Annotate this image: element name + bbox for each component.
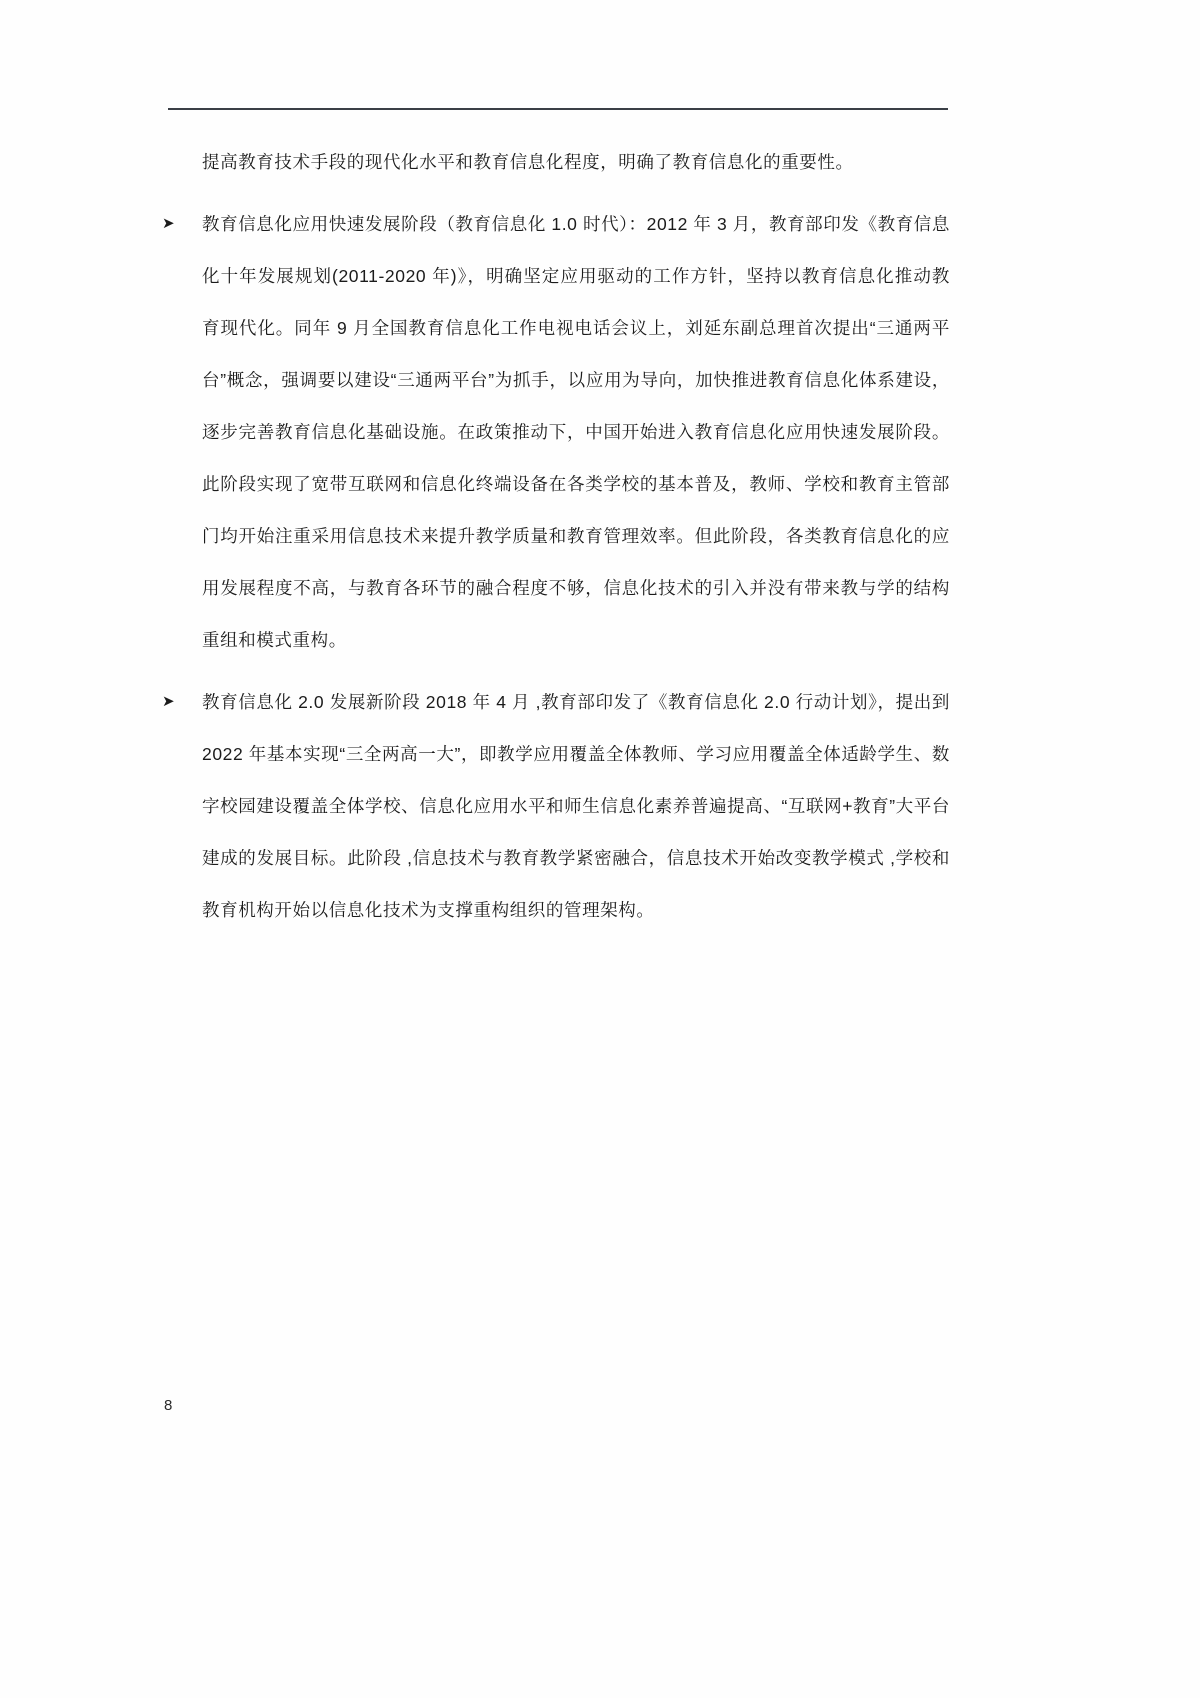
bullet-arrow-icon: ➤ (162, 693, 176, 710)
paragraph-text: 教育信息化 2.0 发展新阶段 2018 年 4 月 ,教育部印发了《教育信息化 2.0 行动计划》，提出到 2022 年基本实现“三全两高一大”，即教学应用覆盖全体教师、学习应用覆盖全体适龄学生、数字校园建设覆盖全体学校、信息化应用水平和师生信息化素养普遍提高、“互联网+教育”大平台建成的发展目标。此阶段 ,信息技术与教育教学紧密融合，信息技术开始改变教学模式 ,学校和教育机构开始以信息化技术为支撑重构组织的管理架构。 (202, 692, 950, 920)
paragraph-intro (168, 136, 952, 188)
bullet-arrow-icon: ➤ (162, 215, 176, 232)
page-number: 8 (164, 1397, 173, 1414)
header-divider (168, 108, 948, 110)
paragraph-text: 教育信息化应用快速发展阶段（教育信息化 1.0 时代）：2012 年 3 月，教育部印发《教育信息化十年发展规划(2011-2020 年)》，明确坚定应用驱动的工作方针，坚持以教育信息化推动教育现代化。同年 9 月全国教育信息化工作电视电话会议上，刘延东副总理首次提出“三通两平台”概念，强调要以建设“三通两平台”为抓手，以应用为导向，加快推进教育信息化体系建设，逐步完善教育信息化基础设施。在政策推动下，中国开始进入教育信息化应用快速发展阶段。此阶段实现了宽带互联网和信息化终端设备在各类学校的基本普及，教师、学校和教育主管部门均开始注重采用信息技术来提升教学质量和教育管理效率。但此阶段，各类教育信息化的应用发展程度不高，与教育各环节的融合程度不够，信息化技术的引入并没有带来教与学的结构重组和模式重构。 (202, 214, 950, 650)
paragraph-text: 提高教育技术手段的现代化水平和教育信息化程度，明确了教育信息化的重要性。 (202, 152, 854, 172)
bullet-item-education-informatization-1-0 (162, 198, 952, 666)
page-content (162, 136, 952, 936)
bullet-item-education-informatization-2-0 (162, 676, 952, 936)
